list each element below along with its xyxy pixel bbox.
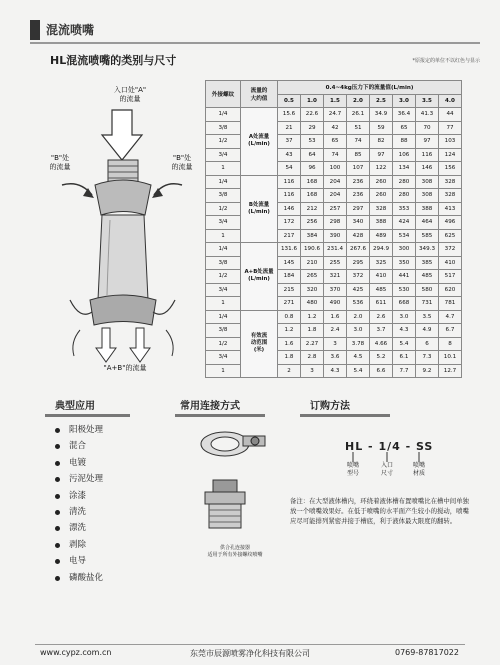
cell-value: 146 — [416, 162, 439, 176]
table-row — [206, 310, 462, 324]
cell-value: 65 — [393, 121, 416, 135]
cell-value: 145 — [278, 256, 301, 270]
cell-value: 41.3 — [416, 108, 439, 122]
cell-value: 184 — [278, 270, 301, 284]
cell-value: 372 — [439, 243, 462, 257]
cell-value: 370 — [324, 283, 347, 297]
cell-value: 280 — [393, 189, 416, 203]
cell-value: 4.3 — [324, 364, 347, 378]
pressure-header: 2.0 — [347, 94, 370, 108]
footer-company: 东莞市辰源喷雾净化科技有限公司 — [190, 649, 310, 658]
cell-value: 7.7 — [393, 364, 416, 378]
cell-value: 464 — [416, 216, 439, 230]
cell-value: 3.0 — [393, 310, 416, 324]
cell-value: 620 — [439, 283, 462, 297]
cell-value: 2.27 — [301, 337, 324, 351]
cell-size: 3/8 — [206, 324, 241, 338]
cell-value: 390 — [324, 229, 347, 243]
cell-value: 204 — [324, 189, 347, 203]
connection-caption: 供合孔连接器 适用于所有外接螺纹喷嘴 — [207, 545, 263, 558]
cell-value: 36.4 — [393, 108, 416, 122]
cell-value: 215 — [278, 283, 301, 297]
cell-value: 217 — [278, 229, 301, 243]
cell-value: 190.6 — [301, 243, 324, 257]
cell-value: 256 — [301, 216, 324, 230]
col-header-ratio: 流量的 大约值 — [241, 81, 278, 108]
cell-value: 231.4 — [324, 243, 347, 257]
cell-value: 5.4 — [347, 364, 370, 378]
cell-size: 1 — [206, 297, 241, 311]
label-inlet-size: 入口 尺寸 — [380, 462, 393, 477]
cell-value: 328 — [439, 189, 462, 203]
cell-value: 37 — [278, 135, 301, 149]
application-item: 混合 — [55, 438, 103, 454]
cell-value: 295 — [347, 256, 370, 270]
cell-value: 8 — [439, 337, 462, 351]
cell-value: 6.1 — [393, 351, 416, 365]
cell-size: 1/2 — [206, 202, 241, 216]
cell-value: 107 — [347, 162, 370, 176]
cell-value: 6.7 — [439, 324, 462, 338]
cell-value: 668 — [393, 297, 416, 311]
cell-value: 24.7 — [324, 108, 347, 122]
connection-heading — [180, 397, 280, 417]
cell-value: 3.6 — [324, 351, 347, 365]
label-model: 喷嘴 型号 — [346, 462, 359, 477]
ordering-remark: 备注：在大型液体槽内，环绕着液体槽布置喷嘴比在槽中间单独放一个喷嘴效果好。在低于喷嘴的水平面产生较小的搅动，喷嘴应尽可能排列紧密并接于槽底，利于液体最大限度的翻转。 — [290, 497, 469, 525]
cell-value: 168 — [301, 189, 324, 203]
cell-value: 2 — [278, 364, 301, 378]
cell-value: 1.2 — [278, 324, 301, 338]
connection-underline — [175, 414, 265, 417]
cell-value: 410 — [439, 256, 462, 270]
cell-value: 585 — [416, 229, 439, 243]
cell-value: 1.6 — [324, 310, 347, 324]
cell-value: 53 — [301, 135, 324, 149]
cell-value: 85 — [347, 148, 370, 162]
cell-value: 210 — [301, 256, 324, 270]
cell-value: 308 — [416, 189, 439, 203]
cell-size: 3/8 — [206, 121, 241, 135]
cell-value: 297 — [347, 202, 370, 216]
cell-value: 2.6 — [370, 310, 393, 324]
cell-value: 4.5 — [347, 351, 370, 365]
ordering-heading — [310, 397, 400, 417]
inlet-a-label: 入口处"A" 的流量 — [113, 86, 147, 103]
cell-value: 260 — [370, 175, 393, 189]
cell-value: 271 — [278, 297, 301, 311]
cell-value: 257 — [324, 202, 347, 216]
cell-size: 1 — [206, 162, 241, 176]
cell-value: 388 — [370, 216, 393, 230]
cell-value: 5.4 — [393, 337, 416, 351]
cell-size: 3/8 — [206, 189, 241, 203]
cell-value: 172 — [278, 216, 301, 230]
outlet-label: "A+B"的流量 — [103, 364, 147, 372]
table-row — [206, 175, 462, 189]
cell-value: 325 — [370, 256, 393, 270]
cell-value: 1.2 — [301, 310, 324, 324]
cell-value: 116 — [278, 189, 301, 203]
cell-value: 3 — [324, 337, 347, 351]
application-item: 清洗 — [55, 504, 103, 520]
cell-value: 781 — [439, 297, 462, 311]
cell-value: 517 — [439, 270, 462, 284]
cell-value: 625 — [439, 229, 462, 243]
cell-value: 156 — [439, 162, 462, 176]
cell-size: 1/2 — [206, 270, 241, 284]
cell-size: 3/4 — [206, 283, 241, 297]
cell-size: 1/4 — [206, 243, 241, 257]
cell-value: 328 — [370, 202, 393, 216]
cell-value: 42 — [324, 121, 347, 135]
cell-value: 410 — [370, 270, 393, 284]
cell-value: 320 — [301, 283, 324, 297]
cell-value: 321 — [324, 270, 347, 284]
cell-value: 413 — [439, 202, 462, 216]
application-item: 电导 — [55, 553, 103, 569]
cell-value: 489 — [370, 229, 393, 243]
nozzle-diagram — [40, 80, 205, 380]
cell-value: 146 — [278, 202, 301, 216]
cell-size: 1 — [206, 229, 241, 243]
pressure-header: 0.5 — [278, 94, 301, 108]
pressure-header: 1.0 — [301, 94, 324, 108]
cell-value: 88 — [393, 135, 416, 149]
cell-value: 530 — [393, 283, 416, 297]
units-note: *原报定的单位不以红色与显示 — [412, 58, 480, 64]
pressure-header: 1.5 — [324, 94, 347, 108]
connection-title: 常用连接方式 — [180, 401, 240, 412]
ordering-underline — [300, 414, 390, 417]
cell-value: 350 — [393, 256, 416, 270]
cell-value: 1.6 — [278, 337, 301, 351]
cell-value: 9.2 — [416, 364, 439, 378]
cell-value: 424 — [393, 216, 416, 230]
cell-value: 298 — [324, 216, 347, 230]
cell-value: 480 — [301, 297, 324, 311]
cell-value: 2.0 — [347, 310, 370, 324]
cell-value: 388 — [416, 202, 439, 216]
section-title: HL混流喷嘴的类别与尺寸 — [50, 54, 177, 67]
cell-value: 43 — [278, 148, 301, 162]
page-header — [30, 20, 480, 44]
cell-size: 3/4 — [206, 148, 241, 162]
applications-underline — [45, 414, 130, 417]
cell-value: 51 — [347, 121, 370, 135]
application-item: 磷酸盐化 — [55, 570, 103, 586]
cell-value: 12.7 — [439, 364, 462, 378]
cell-value: 4.66 — [370, 337, 393, 351]
group-label: 有效流 动范围 (米) — [241, 310, 278, 378]
applications-title: 典型应用 — [55, 401, 95, 412]
cell-value: 29 — [301, 121, 324, 135]
cell-value: 82 — [370, 135, 393, 149]
cell-value: 116 — [278, 175, 301, 189]
cell-value: 340 — [347, 216, 370, 230]
cell-value: 65 — [324, 135, 347, 149]
cell-value: 1.8 — [301, 324, 324, 338]
cell-value: 131.6 — [278, 243, 301, 257]
application-item: 阳极处理 — [55, 422, 103, 438]
cell-value: 3.78 — [347, 337, 370, 351]
cell-value: 77 — [439, 121, 462, 135]
cell-size: 1/2 — [206, 337, 241, 351]
cell-value: 54 — [278, 162, 301, 176]
cell-value: 26.1 — [347, 108, 370, 122]
model-code: HL - 1/4 - SS — [345, 440, 434, 453]
nozzle-illustration — [40, 80, 205, 380]
cell-value: 106 — [393, 148, 416, 162]
cell-size: 3/4 — [206, 216, 241, 230]
pressure-header: 3.5 — [416, 94, 439, 108]
cell-value: 485 — [370, 283, 393, 297]
cell-value: 212 — [301, 202, 324, 216]
group-label: A+B处流量 (L/min) — [241, 243, 278, 311]
cell-value: 428 — [347, 229, 370, 243]
footer-phone: 0769-87817022 — [395, 648, 459, 657]
cell-value: 384 — [301, 229, 324, 243]
application-item: 电镀 — [55, 455, 103, 471]
cell-value: 265 — [301, 270, 324, 284]
cell-value: 64 — [301, 148, 324, 162]
cell-value: 328 — [439, 175, 462, 189]
cell-value: 3 — [301, 364, 324, 378]
cell-value: 44 — [439, 108, 462, 122]
cell-size: 3/8 — [206, 256, 241, 270]
cell-value: 385 — [416, 256, 439, 270]
cell-value: 97 — [416, 135, 439, 149]
group-label: A处流量 (L/min) — [241, 108, 278, 176]
cell-value: 731 — [416, 297, 439, 311]
cell-value: 3.7 — [370, 324, 393, 338]
cell-value: 5.2 — [370, 351, 393, 365]
application-item: 漂洗 — [55, 520, 103, 536]
applications-heading — [55, 397, 135, 417]
cell-value: 300 — [393, 243, 416, 257]
cell-value: 124 — [439, 148, 462, 162]
application-item: 涂漆 — [55, 488, 103, 504]
cell-value: 490 — [324, 297, 347, 311]
cell-value: 3.5 — [416, 310, 439, 324]
cell-value: 441 — [393, 270, 416, 284]
cell-value: 74 — [324, 148, 347, 162]
cell-value: 7.3 — [416, 351, 439, 365]
cell-value: 255 — [324, 256, 347, 270]
cell-value: 280 — [393, 175, 416, 189]
cell-value: 10.1 — [439, 351, 462, 365]
cell-value: 3.0 — [347, 324, 370, 338]
cell-value: 353 — [393, 202, 416, 216]
cell-value: 4.7 — [439, 310, 462, 324]
cell-value: 103 — [439, 135, 462, 149]
cell-value: 96 — [301, 162, 324, 176]
cell-value: 6 — [416, 337, 439, 351]
cell-value: 34.9 — [370, 108, 393, 122]
cell-size: 3/4 — [206, 351, 241, 365]
cell-size: 1/4 — [206, 175, 241, 189]
cell-value: 59 — [370, 121, 393, 135]
cell-value: 74 — [347, 135, 370, 149]
cell-value: 4.9 — [416, 324, 439, 338]
cell-size: 1/4 — [206, 108, 241, 122]
cell-value: 97 — [370, 148, 393, 162]
clamp-connector-image — [195, 422, 275, 542]
cell-value: 2.4 — [324, 324, 347, 338]
cell-value: 236 — [347, 189, 370, 203]
cell-value: 485 — [416, 270, 439, 284]
cell-value: 204 — [324, 175, 347, 189]
cell-value: 580 — [416, 283, 439, 297]
pressure-header: 4.0 — [439, 94, 462, 108]
cell-size: 1/2 — [206, 135, 241, 149]
cell-value: 22.6 — [301, 108, 324, 122]
cell-value: 534 — [393, 229, 416, 243]
cell-value: 168 — [301, 175, 324, 189]
cell-value: 122 — [370, 162, 393, 176]
header-marker — [30, 20, 40, 40]
flow-b-right-label: "B"处 的流量 — [171, 154, 193, 171]
cell-value: 134 — [393, 162, 416, 176]
cell-value: 267.6 — [347, 243, 370, 257]
cell-value: 611 — [370, 297, 393, 311]
cell-value: 236 — [347, 175, 370, 189]
cell-value: 372 — [347, 270, 370, 284]
col-header-pressure: 0.4~4kg压力下的流量值(L/min) — [278, 81, 462, 95]
cell-value: 0.8 — [278, 310, 301, 324]
cell-value: 425 — [347, 283, 370, 297]
cell-value: 294.9 — [370, 243, 393, 257]
footer-website: www.cypz.com.cn — [40, 648, 112, 657]
table-row — [206, 243, 462, 257]
flow-spec-table — [205, 80, 462, 378]
cell-value: 100 — [324, 162, 347, 176]
flow-b-left-label: "B"处 的流量 — [49, 154, 71, 171]
cell-value: 536 — [347, 297, 370, 311]
pressure-header: 3.0 — [393, 94, 416, 108]
application-item: 剥除 — [55, 537, 103, 553]
application-item: 污泥处理 — [55, 471, 103, 487]
cell-value: 1.8 — [278, 351, 301, 365]
ordering-title: 订购方法 — [310, 401, 350, 412]
cell-value: 6.6 — [370, 364, 393, 378]
cell-value: 496 — [439, 216, 462, 230]
table-row — [206, 108, 462, 122]
footer-divider — [35, 644, 465, 645]
label-material: 喷嘴 材质 — [412, 462, 425, 477]
cell-value: 2.8 — [301, 351, 324, 365]
cell-value: 308 — [416, 175, 439, 189]
cell-value: 349.3 — [416, 243, 439, 257]
header-title: 混流喷嘴 — [46, 23, 95, 37]
group-label: B处流量 (L/min) — [241, 175, 278, 243]
cell-value: 21 — [278, 121, 301, 135]
cell-value: 70 — [416, 121, 439, 135]
applications-list — [55, 422, 103, 586]
cell-size: 1 — [206, 364, 241, 378]
cell-value: 260 — [370, 189, 393, 203]
cell-size: 1/4 — [206, 310, 241, 324]
cell-value: 116 — [416, 148, 439, 162]
pressure-header: 2.5 — [370, 94, 393, 108]
cell-value: 4.3 — [393, 324, 416, 338]
cell-value: 15.6 — [278, 108, 301, 122]
col-header-size: 外接螺纹 — [206, 81, 241, 108]
